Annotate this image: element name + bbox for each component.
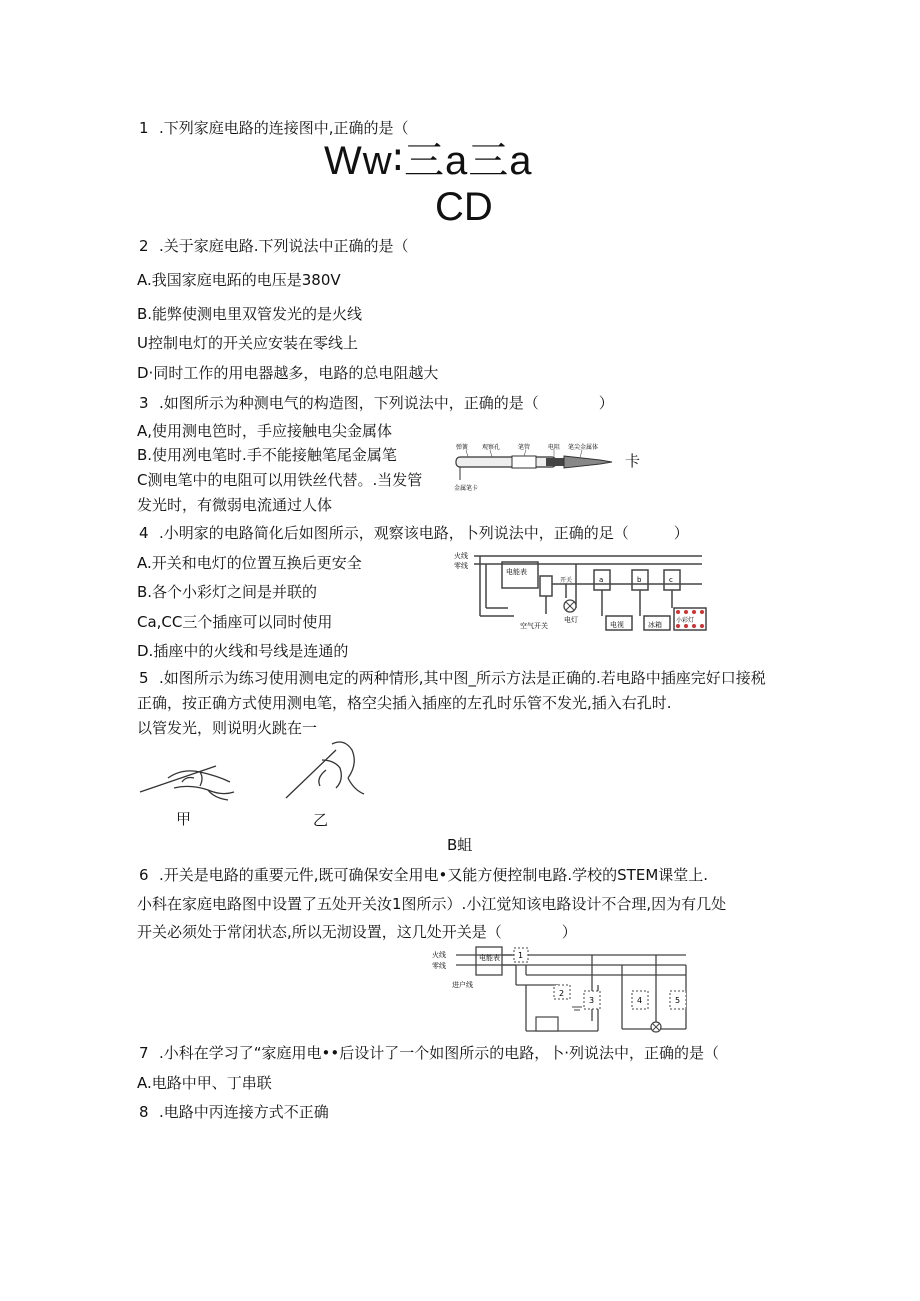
pen-label-tip: 笔尖金属体 — [568, 444, 599, 451]
q7-option-a: A.电路中甲、丁串联 — [137, 1074, 272, 1092]
pen-label-clip: 金属笔卡 — [454, 485, 479, 492]
pen-label-barrel: 笔管 — [518, 444, 531, 451]
switch-diagram-neutral: 零线 — [432, 962, 446, 970]
q2-text: .关于家庭电路.下列说法中正确的是（ — [159, 237, 409, 255]
test-pen-figure — [450, 440, 620, 494]
q3-option-b: B.使用冽电笔时.手不能接触笔尾金属笔 — [137, 446, 397, 464]
q6-number: 6 — [139, 866, 149, 884]
q1-text: .下列家庭电路的连接图中,正确的是（ — [159, 119, 409, 137]
circuit-label-minilights: 小彩灯 — [676, 617, 695, 624]
socket-label-c: c — [669, 576, 673, 584]
q3-option-c-continued: 发光时，有微弱电流通过人体 — [137, 496, 333, 514]
figure-label-yi: 乙 — [313, 811, 329, 829]
hand-figure-yi — [282, 736, 366, 802]
q6-line-3: 开关必须处于常闭状态,所以无沏设置，这几处开关是（ ） — [137, 923, 577, 941]
q7-text: .小科在学习了“家庭用电••后设计了一个如图所示的电路，卜·列说法中，正确的是（ — [159, 1044, 720, 1062]
q3-option-c: C测电笔中的电阻可以用铁丝代替。.当发管 — [137, 471, 423, 489]
q6-line-2: 小科在家庭电路图中设置了五处开关汝1图所示）.小江觉知该电路设计不合理,因为有几处 — [137, 895, 727, 913]
q4-option-a: A.开关和电灯的位置互换后更安全 — [137, 554, 362, 572]
switch-number-2: 2 — [559, 989, 565, 998]
q6-text: .开关是电路的重要元件,既可确保安全用电•又能方便控制电路.学校的STEM课堂上. — [159, 866, 709, 884]
switch-diagram-meter: 电能表 — [479, 954, 500, 962]
pen-label-window: 观察孔 — [482, 444, 501, 451]
circuit-label-meter: 电能表 — [506, 568, 527, 576]
pen-label-spring: 弹簧 — [456, 444, 469, 451]
circuit-label-live: 火线 — [454, 552, 468, 560]
q5-number: 5 — [139, 669, 149, 687]
q1-options-figure: Ww∶三a三a — [324, 139, 533, 183]
q3-option-a: A,使用测电笆时，手应接触电尖金属体 — [137, 422, 393, 440]
q8-number: 8 — [139, 1103, 149, 1121]
q7-number: 7 — [139, 1044, 149, 1062]
switch-number-1: 1 — [518, 951, 524, 960]
switch-number-5: 5 — [675, 996, 681, 1005]
q5-answer-option: B蛆 — [447, 836, 473, 854]
q5-line-2: 正确，按正确方式使用测电笔，格空尖插入插座的左孔时乐管不发光,插入右孔时. — [137, 694, 672, 712]
q3-text: .如图所示为种测电气的构造图，下列说法中，正确的是（ ） — [159, 394, 614, 412]
hand-figure-jia — [138, 748, 238, 804]
switch-diagram-service-line: 进户线 — [452, 981, 473, 989]
q1-options-labels: CD — [435, 185, 493, 229]
q2-option-c: U控制电灯的开关应安装在零线上 — [137, 334, 358, 352]
circuit-label-lamp: 电灯 — [564, 616, 578, 624]
q3-side-mark: 卡 — [625, 452, 641, 470]
q2-option-a: A.我国家庭电跖的电压是380V — [137, 271, 341, 289]
pen-label-resistor: 电阻 — [548, 444, 561, 451]
switch-diagram-live: 火线 — [432, 951, 446, 959]
q2-option-d: D·同时工作的用电器越多，电路的总电阻越大 — [137, 364, 439, 382]
q5-text: .如图所示为练习使用测电定的两种情形,其中图_所示方法是正确的.若电路中插座完好口接税 — [159, 669, 766, 687]
circuit-label-fridge: 冰箱 — [648, 621, 662, 629]
switch-number-3: 3 — [589, 996, 595, 1005]
circuit-label-switch: 开关 — [560, 577, 573, 584]
q4-text: .小明家的电路简化后如图所示，观察该电路，卜列说法中，正确的足（ ） — [159, 524, 689, 542]
circuit-label-neutral: 零线 — [454, 562, 468, 570]
figure-label-jia: 甲 — [176, 810, 192, 828]
circuit-label-breaker: 空气开关 — [520, 622, 548, 630]
q2-option-b: B.能弊使测电里双管发光的是火线 — [137, 305, 363, 323]
home-circuit-diagram — [452, 548, 712, 634]
q2-number: 2 — [139, 237, 149, 255]
q4-option-b: B.各个小彩灯之间是并联的 — [137, 583, 318, 601]
switch-circuit-diagram — [430, 943, 692, 1035]
q8-text: .电路中丙连接方式不正确 — [159, 1103, 329, 1121]
q5-line-3: 以管发光，则说明火跳在一 — [137, 719, 318, 737]
socket-label-a: a — [599, 576, 604, 584]
q4-number: 4 — [139, 524, 149, 542]
q1-number: 1 — [139, 119, 149, 137]
circuit-label-tv: 电视 — [610, 621, 624, 629]
q4-option-d: D.插座中的火线和号线是连通的 — [137, 642, 349, 660]
q4-option-c: Ca,CC三个插座可以同时使用 — [137, 613, 333, 631]
q3-number: 3 — [139, 394, 149, 412]
socket-label-b: b — [637, 576, 642, 584]
switch-number-4: 4 — [637, 996, 643, 1005]
